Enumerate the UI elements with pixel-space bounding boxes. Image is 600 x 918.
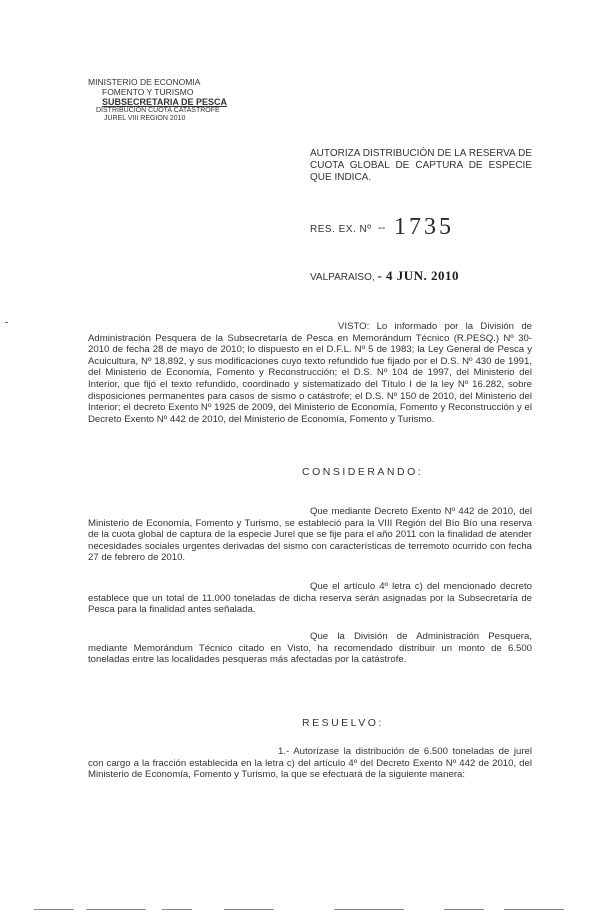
document-subject: AUTORIZA DISTRIBUCIÓN DE LA RESERVA DE CUOTA GLOBAL DE CAPTURA DE ESPECIE QUE INDICA. (310, 148, 532, 183)
letterhead (88, 77, 288, 123)
resuelvo-paragraph-1: 1.- Autorízase la distribución de 6.500 toneladas de jurel con cargo a la fracción establecida en la letra c) del artículo 4º del Decreto Exento Nº 442 de 2010, del Ministerio de Economía, Fomento y Turismo, la que se efectuará de la siguiente manera: (88, 746, 532, 781)
resolution-number-stamp: 1735 (394, 214, 454, 240)
letterhead-reference-1: DISTRIBUCIÓN CUOTA CATASTROFE (96, 107, 220, 114)
margin-mark (5, 322, 8, 323)
resolution-dash: -- (378, 222, 386, 234)
resolution-label: RES. EX. Nº (310, 224, 372, 235)
letterhead-subsecretaria: SUBSECRETARIA DE PESCA (102, 97, 228, 107)
footer-scan-marks (34, 908, 574, 912)
letterhead-ministry-sub: FOMENTO Y TURISMO (102, 87, 194, 97)
considerando-paragraph-2: Que el artículo 4º letra c) del mencionado decreto establece que un total de 11.000 toneladas de dicha reserva serán asignadas por la Subsecretaría de Pesca para la finalidad antes señalada. (88, 581, 532, 616)
considerando-paragraph-3: Que la División de Administración Pesquera, mediante Memorándum Técnico citado en Visto, ha recomendado distribuir un monto de 6.500 toneladas entre las localidades pesqueras más afectadas por la catástrofe. (88, 631, 532, 666)
considerando-paragraph-1: Que mediante Decreto Exento Nº 442 de 2010, del Ministerio de Economía, Fomento y Turismo, se estableció para la VIII Región del Bío Bío una reserva de la cuota global de captura de la especie Jurel que se fije para el año 2011 con la finalidad de atender necesidades sociales urgentes derivadas del sismo con características de terremoto ocurrido con fecha 27 de febrero de 2010. (88, 506, 532, 564)
place-date (310, 268, 550, 284)
visto-paragraph: VISTO: Lo informado por la División de Administración Pesquera de la Subsecretaría de Pesca en Memorándum Técnico (R.PESQ.) Nº 30-2010 de fecha 28 de mayo de 2010; lo dispuesto en el D.F.L. Nº 5 de 1983; la Ley General de Pesca y Acuicultura, Nº 18.892, y sus modificaciones cuyo texto refundido fue fijado por el D.S. Nº 430 de 1991, del Ministerio de Economía, Fomento y Reconstrucción; el D.S. Nº 104 de 1997, del Ministerio del Interior, que fijó el texto refundido, coordinado y sistematizado del Título I de la ley Nº 16.282, sobre disposiciones permanentes para casos de sismo o catástrofe; el D.S. Nº 150 de 2010, del Ministerio del Interior; el decreto Exento Nº 1925 de 2009, del Ministerio de Economía, Fomento y Reconstrucción y el Decreto Exento Nº 442 de 2010, del Ministerio de Economía, Fomento y Turismo. (88, 321, 532, 425)
resolution-number-block (310, 214, 540, 238)
letterhead-ministry: MINISTERIO DE ECONOMIA (88, 77, 201, 87)
resuelvo-heading: RESUELVO: (302, 717, 384, 729)
letterhead-reference-2: JUREL VIII REGION 2010 (104, 115, 186, 122)
date-stamp: - 4 JUN. 2010 (377, 268, 460, 283)
considerando-heading: CONSIDERANDO: (302, 466, 424, 478)
place-city: VALPARAISO, (310, 272, 375, 283)
